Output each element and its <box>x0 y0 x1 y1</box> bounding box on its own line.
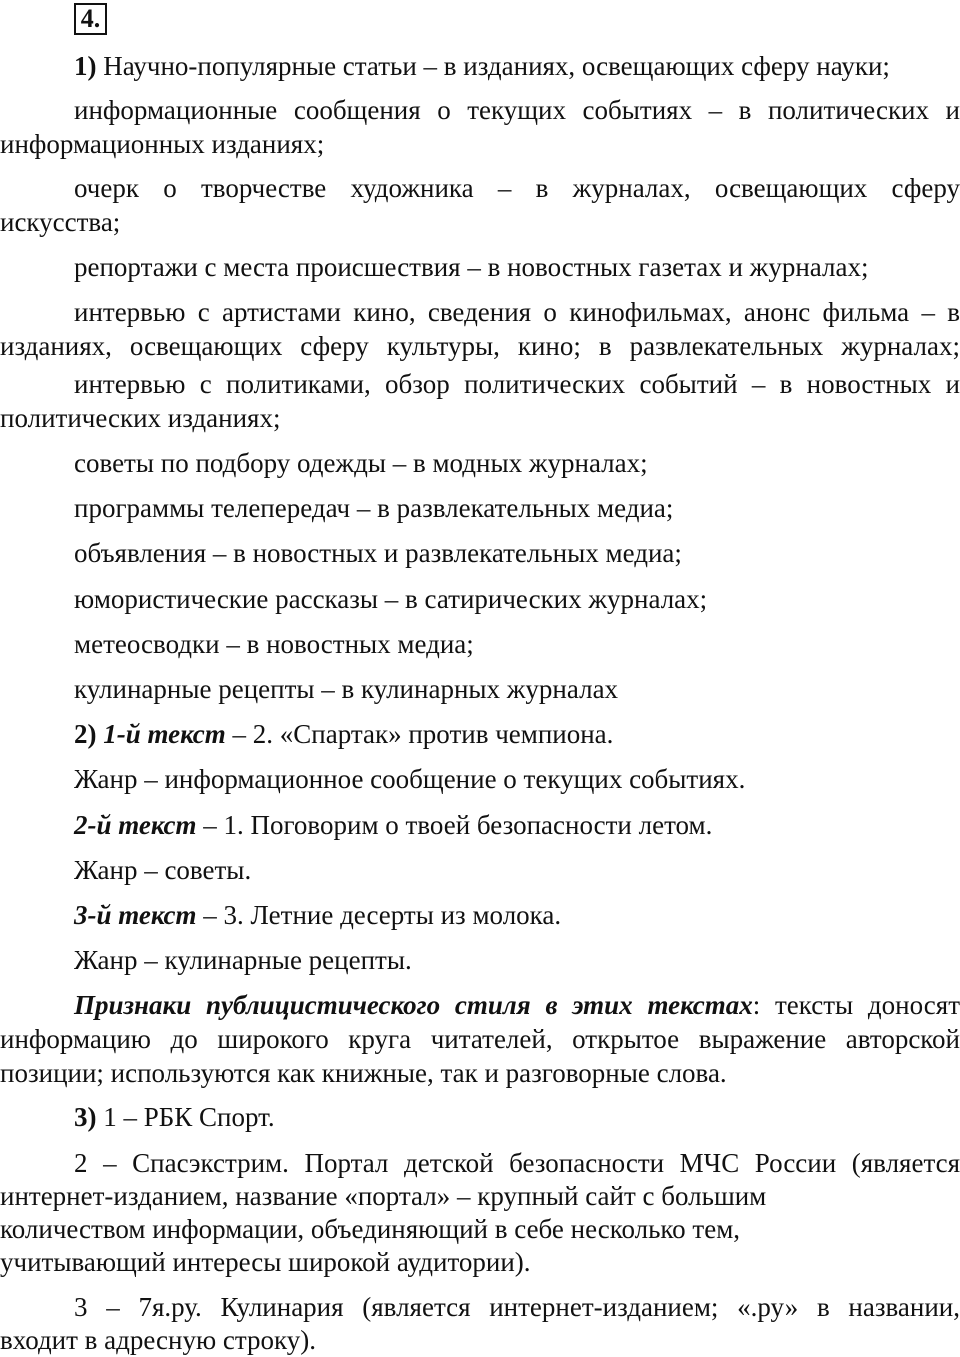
part3-item-2-line-2: интернет-изданием, название «портал» – крупный сайт с большим <box>0 1181 767 1211</box>
part2-text1-genre: Жанр – информационное сообщение о текущих событиях. <box>74 764 746 794</box>
part1-line-12: программы телепередач – в развлекательных медиа; <box>74 493 674 523</box>
part2-text3: 3-й текст – 3. Летние десерты из молока. <box>74 900 562 930</box>
part1-line-14: юмористические рассказы – в сатирических журналах; <box>74 584 708 614</box>
part2-text1: 2) 1-й текст – 2. «Спартак» против чемпиона. <box>74 719 614 749</box>
part3-marker: 3) <box>74 1102 97 1132</box>
part1-line-4: очерк о творчестве художника – в журналах, освещающих сферу <box>74 173 960 203</box>
part2-text3-genre: Жанр – кулинарные рецепты. <box>74 945 412 975</box>
part1-marker: 1) <box>74 51 97 81</box>
part1-line-3: информационных изданиях; <box>0 129 325 159</box>
part1-line-8: изданиях, освещающих сферу культуры, кино; в развлекательных журналах; <box>0 331 960 361</box>
part3-item-2-line-3: количеством информации, объединяющий в себе несколько тем, <box>0 1214 741 1244</box>
part1-line-10: политических изданиях; <box>0 403 281 433</box>
part1-line-13: объявления – в новостных и развлекательных медиа; <box>74 538 682 568</box>
part3-item-2-line-4: учитывающий интересы широкой аудитории). <box>0 1247 531 1277</box>
part1-line-11: советы по подбору одежды – в модных журналах; <box>74 448 648 478</box>
part2-marker: 2) <box>74 719 97 749</box>
part3-item-3-line-1: 3 – 7я.ру. Кулинария (является интернет-изданием; «.ру» в названии, <box>74 1292 960 1322</box>
part1-line-1: 1) Научно-популярные статьи – в изданиях, освещающих сферу науки; <box>74 51 890 81</box>
part3-item-2-line-1: 2 – Спасэкстрим. Портал детской безопасности МЧС России (является <box>74 1148 960 1178</box>
part1-line-6: репортажи с места происшествия – в новостных газетах и журналах; <box>74 252 869 282</box>
part1-line-7: интервью с артистами кино, сведения о кинофильмах, анонс фильма – в <box>74 297 960 327</box>
part1-line-15: метеосводки – в новостных медиа; <box>74 629 474 659</box>
part1-line-16: кулинарные рецепты – в кулинарных журналах <box>74 674 619 704</box>
task-number: 4. <box>74 3 107 35</box>
part3-item-3-line-2: входит в адресную строку). <box>0 1325 316 1355</box>
part1-line-9: интервью с политиками, обзор политических событий – в новостных и <box>74 369 960 399</box>
part2-signs-line-3: позиции; используются как книжные, так и разговорные слова. <box>0 1058 727 1088</box>
part1-line-2: информационные сообщения о текущих событиях – в политических и <box>74 95 960 125</box>
part2-signs-line-1: Признаки публицистического стиля в этих текстах: тексты доносят <box>74 990 960 1020</box>
part2-signs-line-2: информацию до широкого круга читателей, открытое выражение авторской <box>0 1024 960 1054</box>
part3-item-1: 3) 1 – РБК Спорт. <box>74 1102 275 1132</box>
part2-text2-genre: Жанр – советы. <box>74 855 252 885</box>
part2-text2: 2-й текст – 1. Поговорим о твоей безопасности летом. <box>74 810 713 840</box>
part1-line-5: искусства; <box>0 207 121 237</box>
